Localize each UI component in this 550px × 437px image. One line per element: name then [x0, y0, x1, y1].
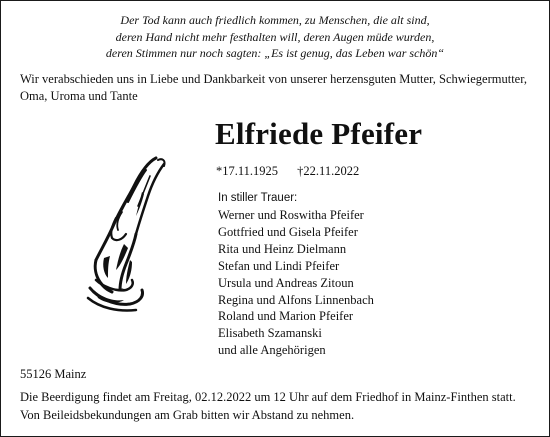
funeral-line: Die Beerdigung findet am Freitag, 02.12.2022 um 12 Uhr auf dem Friedhof in Mainz-Finthen statt.	[20, 390, 516, 404]
life-dates	[216, 164, 359, 179]
mourner-list	[218, 207, 374, 359]
deceased-name: Elfriede Pfeifer	[215, 116, 423, 151]
poem-line: Der Tod kann auch friedlich kommen, zu Menschen, die alt sind,	[120, 13, 430, 27]
list-item: Regina und Alfons Linnenbach	[218, 292, 374, 307]
intro-text: Wir verabschieden uns in Liebe und Dankbarkeit von unserer herzensguten Mutter, Schwiegermutter, Oma, Uroma und Tante	[20, 72, 528, 103]
poem-line: deren Hand nicht mehr festhalten will, deren Augen müde wurden,	[115, 29, 435, 44]
list-item: Elisabeth Szamanski	[218, 326, 322, 341]
list-item: Gottfried und Gisela Pfeifer	[218, 224, 358, 239]
list-item: Rita und Heinz Dielmann	[218, 241, 347, 256]
list-item: Stefan und Lindi Pfeifer	[218, 258, 340, 273]
funeral-line: Von Beileidsbekundungen am Grab bitten wir Abstand zu nehmen.	[20, 407, 355, 422]
death-date: †22.11.2022	[297, 164, 360, 178]
birth-date: *17.11.1925	[216, 164, 279, 178]
praying-hands-icon	[60, 148, 180, 313]
list-item: und alle Angehörigen	[218, 343, 326, 358]
poem-line: deren Stimmen nur noch sagten: „Es ist genug, das Leben war schön“	[105, 46, 445, 60]
list-item: Ursula und Andreas Zitoun	[218, 275, 354, 290]
poem	[0, 12, 550, 62]
list-item: Roland und Marion Pfeifer	[218, 309, 354, 324]
list-item: Werner und Roswitha Pfeifer	[218, 208, 364, 222]
mourning-label: In stiller Trauer:	[218, 192, 298, 204]
city-line: 55126 Mainz	[20, 367, 87, 381]
funeral-notice	[20, 389, 540, 424]
